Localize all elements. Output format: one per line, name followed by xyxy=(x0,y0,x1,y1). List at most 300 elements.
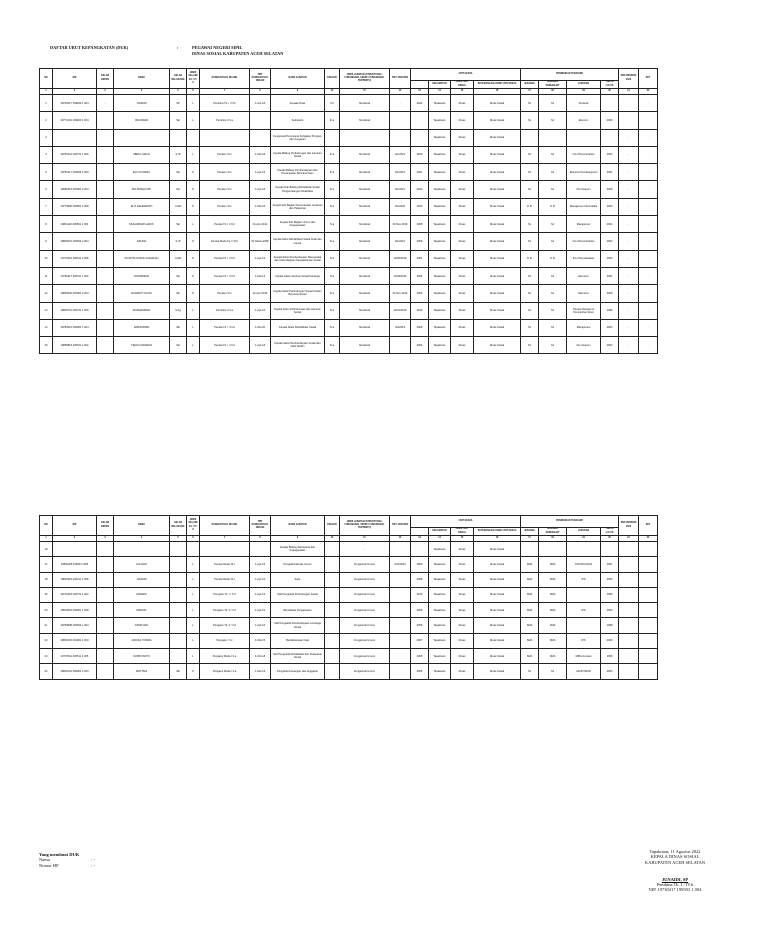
table-row xyxy=(40,302,658,319)
column-number: 4 xyxy=(114,89,170,95)
table-cell xyxy=(390,542,411,557)
table-cell: Tapaktuan xyxy=(429,319,451,336)
column-header-pendidikan: PENDIDIKAN TERAKHIR xyxy=(521,69,619,81)
table-cell: 1-Okt-18 xyxy=(250,649,271,664)
table-cell xyxy=(170,557,187,572)
table-cell: Penata / III.c xyxy=(200,164,250,181)
table-cell xyxy=(390,649,411,664)
table-cell: Dinas Sosial xyxy=(474,233,521,250)
table-cell: 2004 xyxy=(601,319,619,336)
table-row xyxy=(40,633,658,648)
table-cell: ASMITHAN xyxy=(114,618,170,633)
table-cell: AFRIZAL xyxy=(114,603,170,618)
table-cell xyxy=(390,112,411,129)
table-cell: 2008 xyxy=(411,216,429,233)
table-cell: Ekonomi Pembangunan xyxy=(567,164,601,181)
table-cell: 2007 xyxy=(411,633,429,648)
table-cell xyxy=(53,542,97,557)
table-cell: L xyxy=(187,587,200,602)
table-cell: 1999 xyxy=(601,302,619,319)
table-cell: 4 xyxy=(40,146,53,163)
table-cell: 1-Okt-20 xyxy=(250,319,271,336)
table-cell: L xyxy=(187,649,200,664)
table-cell: Ilmu Pemerintahan xyxy=(567,146,601,163)
table-cell: 12/31/2019 xyxy=(390,302,411,319)
table-cell: Tapaktuan xyxy=(429,302,451,319)
table-cell: SE xyxy=(170,319,187,336)
table-cell: S1 xyxy=(521,302,539,319)
header-subject xyxy=(192,45,283,57)
table-cell: - xyxy=(97,95,114,112)
table-cell: Penata Tk. I / III.d xyxy=(200,267,250,284)
table-cell xyxy=(97,146,114,163)
table-cell: SMA xyxy=(539,618,567,633)
table-cell: S1 xyxy=(539,112,567,129)
table-cell: 1-Apr-15 xyxy=(250,618,271,633)
column-number: 8 xyxy=(250,89,271,95)
table-cell: ROSMINIAR xyxy=(114,267,170,284)
table-cell: - xyxy=(619,129,639,146)
table-cell: 19801015 201001 1 003 xyxy=(53,633,97,648)
table-cell: SH xyxy=(170,181,187,198)
table-cell: RIA RITAHAYATI xyxy=(114,181,170,198)
table-cell: 2000 xyxy=(411,557,429,572)
table-cell: Tapaktuan xyxy=(429,337,451,354)
table-cell: Fungsional Umum xyxy=(340,618,390,633)
table-cell: IPS xyxy=(567,603,601,618)
table-cell: Dinas xyxy=(451,164,474,181)
table-cell: - xyxy=(639,302,658,319)
table-cell: S1 xyxy=(521,216,539,233)
table-cell: Dinas Sosial xyxy=(474,618,521,633)
table-cell: Struktural xyxy=(340,285,390,302)
table-cell: D III xyxy=(539,250,567,267)
table-cell: Dinas Sosial xyxy=(474,112,521,129)
table-cell xyxy=(390,664,411,679)
table-cell: 19810901 200211 1 008 xyxy=(53,572,97,587)
table-cell xyxy=(390,129,411,146)
table-cell: 1-Apr-18 xyxy=(250,181,271,198)
table-cell xyxy=(390,572,411,587)
column-header-nama-jabatan: NAMA JABATAN xyxy=(271,516,325,536)
header-line-2: DINAS SOSIAL KABUPATEN ACEH SELATAN xyxy=(192,51,284,56)
table-cell: 2000 xyxy=(601,198,619,215)
table-cell: III.a xyxy=(325,112,340,129)
table-cell: IV.a xyxy=(325,198,340,215)
table-cell: Dinas xyxy=(451,633,474,648)
table-row xyxy=(40,649,658,664)
table-cell xyxy=(170,603,187,618)
table-cell: L xyxy=(187,337,200,354)
table-cell: Penata Tk. I / III.d xyxy=(200,250,250,267)
table-cell xyxy=(97,164,114,181)
table-cell: Dinas Sosial xyxy=(474,146,521,163)
table-cell: S1 xyxy=(521,337,539,354)
table-cell xyxy=(619,633,639,648)
table-cell: 14 xyxy=(40,319,53,336)
column-header-jenjang: JENJANG xyxy=(521,81,539,89)
table-cell: 1-Apr-19 xyxy=(250,164,271,181)
table-cell: 30 Des 2019 xyxy=(390,216,411,233)
table-cell: Kepala Bidang Pemberdayaan dan Penanganan Bencana Alam xyxy=(271,164,325,181)
table-cell xyxy=(639,587,658,602)
table-cell: P xyxy=(187,233,200,250)
table-cell: IV.a xyxy=(325,233,340,250)
table-cell: 2 xyxy=(40,112,53,129)
table-cell: Dinas xyxy=(451,198,474,215)
table-cell: Dinas Sosial xyxy=(474,198,521,215)
column-number: 21 xyxy=(619,536,639,542)
table-cell: 6 xyxy=(40,181,53,198)
table-cell: MUHAMMAD HADIS xyxy=(114,216,170,233)
table-cell: SE xyxy=(170,216,187,233)
table-cell: SE xyxy=(170,664,187,679)
table-cell xyxy=(250,112,271,129)
table-cell: Pertania xyxy=(567,95,601,112)
table-cell: 2004 xyxy=(601,267,619,284)
table-cell: - xyxy=(639,250,658,267)
hp-value: : - xyxy=(91,862,95,868)
table-cell: ANDIKA YOWRA xyxy=(114,633,170,648)
table-cell: ELVI SYARIFA xyxy=(114,164,170,181)
table-cell xyxy=(340,129,390,146)
table-cell xyxy=(97,633,114,648)
table-cell: - xyxy=(639,216,658,233)
table-cell xyxy=(97,618,114,633)
table-cell: Fungsional Umum xyxy=(340,649,390,664)
table-cell xyxy=(619,542,639,557)
table-cell xyxy=(250,542,271,557)
table-cell xyxy=(539,542,567,557)
column-header-unit-kerja: UNIT KERJA xyxy=(411,69,521,81)
table-cell: Dinas xyxy=(451,618,474,633)
table-cell: 1 xyxy=(40,95,53,112)
table-cell: Kepala Bidang Sekretariat dan Kepegawaian xyxy=(271,542,325,557)
table-cell: Pembina / IV.a xyxy=(200,302,250,319)
table-cell xyxy=(325,129,340,146)
table-cell: SUPRIYANTO xyxy=(114,649,170,664)
table-cell: 2000 xyxy=(601,112,619,129)
column-number: 20 xyxy=(601,89,619,95)
table-cell: 19781016 200801 1 004 xyxy=(53,319,97,336)
table-cell: Dinas xyxy=(451,112,474,129)
table-cell xyxy=(390,337,411,354)
column-number: 17 xyxy=(521,89,539,95)
table-cell xyxy=(97,112,114,129)
column-number: 6 xyxy=(187,536,200,542)
signer-nip: NIP. 19730417 199503 1 004 xyxy=(648,887,702,893)
table-cell: SMA xyxy=(539,557,567,572)
column-header-gelar-belakang: GELAR BELAKANG xyxy=(170,69,187,89)
table-cell xyxy=(639,603,658,618)
column-header-tmt-pangkat: TMT PANGKAT/GOLONGAN xyxy=(250,69,271,89)
table-cell: P xyxy=(187,164,200,181)
table-row xyxy=(40,603,658,618)
table-cell xyxy=(601,129,619,146)
table-cell: L xyxy=(187,618,200,633)
table-cell: 2005 xyxy=(411,664,429,679)
table-row xyxy=(40,542,658,557)
column-header-nama: NAMA xyxy=(114,516,170,536)
table-cell xyxy=(639,572,658,587)
table-cell: Pembina Tk. I / IV.b xyxy=(200,95,250,112)
column-number: 1 xyxy=(40,536,53,542)
table-cell: MIPA Jurusan xyxy=(567,649,601,664)
table-cell: 19750808 200604 1 004 xyxy=(53,618,97,633)
column-header-jenis-jabatan: JENIS JABATAN (STRUKTURAL/ FUNGSIONAL UMUM / FUNGSIONAL TERTENTU) xyxy=(340,69,390,89)
table-cell: Dinas Sosial xyxy=(474,633,521,648)
table-cell: Dinas Sosial xyxy=(474,181,521,198)
table-cell: 2000 xyxy=(601,603,619,618)
column-number: 1 xyxy=(40,89,53,95)
table-cell xyxy=(619,572,639,587)
table-cell: 1-Apr-15 xyxy=(250,557,271,572)
table-cell: L xyxy=(187,319,200,336)
table-cell: 19770611 200511 1 005 xyxy=(53,649,97,664)
table-cell: 5 xyxy=(40,164,53,181)
table-cell: Ilmu Hukum xyxy=(567,181,601,198)
table-cell: S1 xyxy=(539,285,567,302)
table-cell xyxy=(619,557,639,572)
table-row xyxy=(40,216,658,233)
table-cell: 1-Okt-18 xyxy=(250,146,271,163)
column-header-jenis-unit-kerja: JENIS UNIT KERJA xyxy=(451,528,474,536)
table-cell: - xyxy=(639,233,658,250)
table-cell: Pengadministrasi Umum xyxy=(271,557,325,572)
table-cell: Dinas Sosial xyxy=(474,649,521,664)
table-cell: SMA xyxy=(521,557,539,572)
table-cell: - xyxy=(639,285,658,302)
table-cell: Penata Tk. I / III.d xyxy=(200,319,250,336)
table-cell xyxy=(53,129,97,146)
table-cell: 1-Apr-18 xyxy=(250,337,271,354)
table-cell: 18 xyxy=(40,572,53,587)
table-cell: 1-Apr-19 xyxy=(250,587,271,602)
column-number: 10 xyxy=(325,536,340,542)
table-row xyxy=(40,557,658,572)
table-cell: 4/3/2019 xyxy=(390,319,411,336)
table-cell: Tapaktuan xyxy=(429,216,451,233)
column-header-unit-kerja-blank xyxy=(411,528,429,536)
table-cell xyxy=(411,112,429,129)
table-cell: 1-Apr-15 xyxy=(250,572,271,587)
table-row xyxy=(40,164,658,181)
table-cell xyxy=(411,542,429,557)
column-number: 14 xyxy=(429,536,451,542)
table-cell: TEUKU RAHMAN xyxy=(114,337,170,354)
table-cell: Ekonom xyxy=(567,112,601,129)
table-cell xyxy=(97,664,114,679)
table-cell: Manajemen xyxy=(567,216,601,233)
table-cell: 12/29/2016 xyxy=(390,267,411,284)
table-cell: 17 xyxy=(40,557,53,572)
table-cell: - xyxy=(619,146,639,163)
column-header-pangkat-gol: PANGKAT/GOL RUANG xyxy=(200,516,250,536)
header-colon: : xyxy=(177,45,179,50)
table-cell: Dinas xyxy=(451,95,474,112)
table-cell: 2004 xyxy=(411,337,429,354)
column-number: 16 xyxy=(474,536,521,542)
table-cell xyxy=(200,542,250,557)
table-cell: - xyxy=(619,216,639,233)
table-cell: ISKANDAR xyxy=(114,112,170,129)
table-cell: 23 xyxy=(40,649,53,664)
column-number: 15 xyxy=(451,89,474,95)
table-cell xyxy=(97,250,114,267)
table-cell: Dinas xyxy=(451,649,474,664)
signer-rank: Pembina Tk. I / IV.b xyxy=(656,882,694,888)
table-cell: Struktural xyxy=(340,267,390,284)
table-cell: - xyxy=(639,319,658,336)
table-cell: Sopir xyxy=(271,572,325,587)
table-cell: 2020 xyxy=(411,146,429,163)
table-cell: Penata / III.c xyxy=(200,198,250,215)
table-cell xyxy=(97,181,114,198)
table-cell: Pengelola Keuangan dan Anggaran xyxy=(271,664,325,679)
table-cell xyxy=(114,542,170,557)
table-cell xyxy=(97,587,114,602)
table-cell: 19800701 200701 1 006 xyxy=(53,302,97,319)
column-number: 4 xyxy=(114,536,170,542)
table-cell: S1 xyxy=(539,337,567,354)
table-cell: 19811120 200501 1 004 xyxy=(53,216,97,233)
table-cell xyxy=(187,129,200,146)
column-header-jurusan: JURUSAN xyxy=(567,81,601,89)
column-header-tahun-lulus: TAHUN LULUS xyxy=(601,81,619,89)
table-cell: - xyxy=(639,95,658,112)
table-cell xyxy=(114,129,170,146)
column-number: 13 xyxy=(411,89,429,95)
table-cell: - xyxy=(390,95,411,112)
column-header-kecamatan: KECAMATAN xyxy=(429,81,451,89)
table-cell: Tapaktuan xyxy=(429,181,451,198)
table-cell: IPS xyxy=(567,572,601,587)
table-cell xyxy=(619,664,639,679)
table-cell: Pengatur Tk. II / II.d xyxy=(200,603,250,618)
table-cell: 1990 xyxy=(601,587,619,602)
table-cell: ARDIANI xyxy=(114,587,170,602)
table-cell: 2022 xyxy=(411,95,429,112)
table-cell: SE xyxy=(170,267,187,284)
column-number: 11 xyxy=(340,89,390,95)
table-cell xyxy=(390,603,411,618)
table-cell: SMA xyxy=(521,587,539,602)
table-cell: Fungsional Umum xyxy=(340,633,390,648)
table-row xyxy=(40,285,658,302)
table-cell xyxy=(170,633,187,648)
table-cell: Pengembangan & Penyuluhan Islam xyxy=(567,302,601,319)
table-cell: - xyxy=(619,164,639,181)
table-cell: 19730417 199503 1 004 xyxy=(53,95,97,112)
table-cell: L xyxy=(187,633,200,648)
column-header-eselon: ESELON xyxy=(325,69,340,89)
table-cell: 01-Apr-2016 xyxy=(250,285,271,302)
column-header-ket: KET xyxy=(639,69,658,89)
table-cell: Ekonomi xyxy=(567,285,601,302)
table-cell: L xyxy=(187,95,200,112)
table-cell: L xyxy=(187,112,200,129)
table-cell: Tapaktuan xyxy=(429,285,451,302)
table-cell: . xyxy=(619,95,639,112)
column-header-unit-kerja: UNIT KERJA xyxy=(411,516,521,528)
table-cell: Tapaktuan xyxy=(429,603,451,618)
table-cell: Dinas xyxy=(451,250,474,267)
table-cell xyxy=(200,129,250,146)
table-cell: - xyxy=(619,267,639,284)
table-cell xyxy=(97,319,114,336)
table-cell: S1 xyxy=(539,216,567,233)
table-cell: 11 xyxy=(40,267,53,284)
column-header-unit-kerja-blank xyxy=(411,81,429,89)
table-cell: JUNAIDI xyxy=(114,95,170,112)
table-cell: 1997 xyxy=(601,557,619,572)
table-cell: 1-Apr-15 xyxy=(250,603,271,618)
table-cell: Tapaktuan xyxy=(429,129,451,146)
table-cell: 2010 xyxy=(411,302,429,319)
table-cell: - xyxy=(619,181,639,198)
table-cell: 19771201 199903 1 004 xyxy=(53,112,97,129)
table-cell xyxy=(411,129,429,146)
column-number: 8 xyxy=(250,536,271,542)
table-cell xyxy=(639,112,658,129)
table-cell: SMA xyxy=(521,633,539,648)
column-number: 2 xyxy=(53,536,97,542)
table-row xyxy=(40,319,658,336)
table-cell: 1-Apr-19 xyxy=(250,250,271,267)
table-cell: 2004 xyxy=(601,216,619,233)
table-cell: AKUNTANSI xyxy=(567,664,601,679)
table-cell: 4/1/2021 xyxy=(390,164,411,181)
table-cell: SMA xyxy=(539,633,567,648)
table-cell: 1-Apr-16 xyxy=(250,302,271,319)
table-cell: SP xyxy=(170,95,187,112)
table-cell xyxy=(170,572,187,587)
table-cell xyxy=(639,542,658,557)
table-cell: - xyxy=(619,198,639,215)
table-cell: Dinas xyxy=(451,129,474,146)
table-cell: Penata / III.c xyxy=(200,181,250,198)
table-cell: 2000 xyxy=(601,633,619,648)
table-cell: TATA BUSANA xyxy=(567,557,601,572)
table-cell xyxy=(97,603,114,618)
table-cell: Struktural xyxy=(340,250,390,267)
table-cell: 3 xyxy=(40,129,53,146)
table-cell: 1-Okt-18 xyxy=(250,198,271,215)
document-title: DAFTAR URUT KEPANGKATAN (DUK) xyxy=(50,45,129,50)
table-cell: 4/1/2021 xyxy=(390,146,411,163)
table-cell: Dinas Sosial xyxy=(474,95,521,112)
table-cell xyxy=(170,618,187,633)
table-cell: Dinas Sosial xyxy=(474,216,521,233)
table-cell: Struktural xyxy=(340,112,390,129)
table-cell xyxy=(97,542,114,557)
table-cell: Dinas xyxy=(451,337,474,354)
table-cell: 4/1/2020 xyxy=(390,198,411,215)
table-cell: III.a xyxy=(325,164,340,181)
table-cell xyxy=(97,649,114,664)
table-cell: 4/1/2021 xyxy=(390,233,411,250)
table-cell: Ekonomi xyxy=(567,267,601,284)
table-cell: 19750101 200701 1 006 xyxy=(53,146,97,163)
table-cell: IV.a xyxy=(325,216,340,233)
column-number: 6 xyxy=(187,89,200,95)
column-header-jurusan: JURUSAN xyxy=(567,528,601,536)
table-row xyxy=(40,112,658,129)
table-cell: - xyxy=(619,233,639,250)
table-cell: Dinas xyxy=(451,557,474,572)
table-cell xyxy=(97,267,114,284)
column-number: 7 xyxy=(200,89,250,95)
